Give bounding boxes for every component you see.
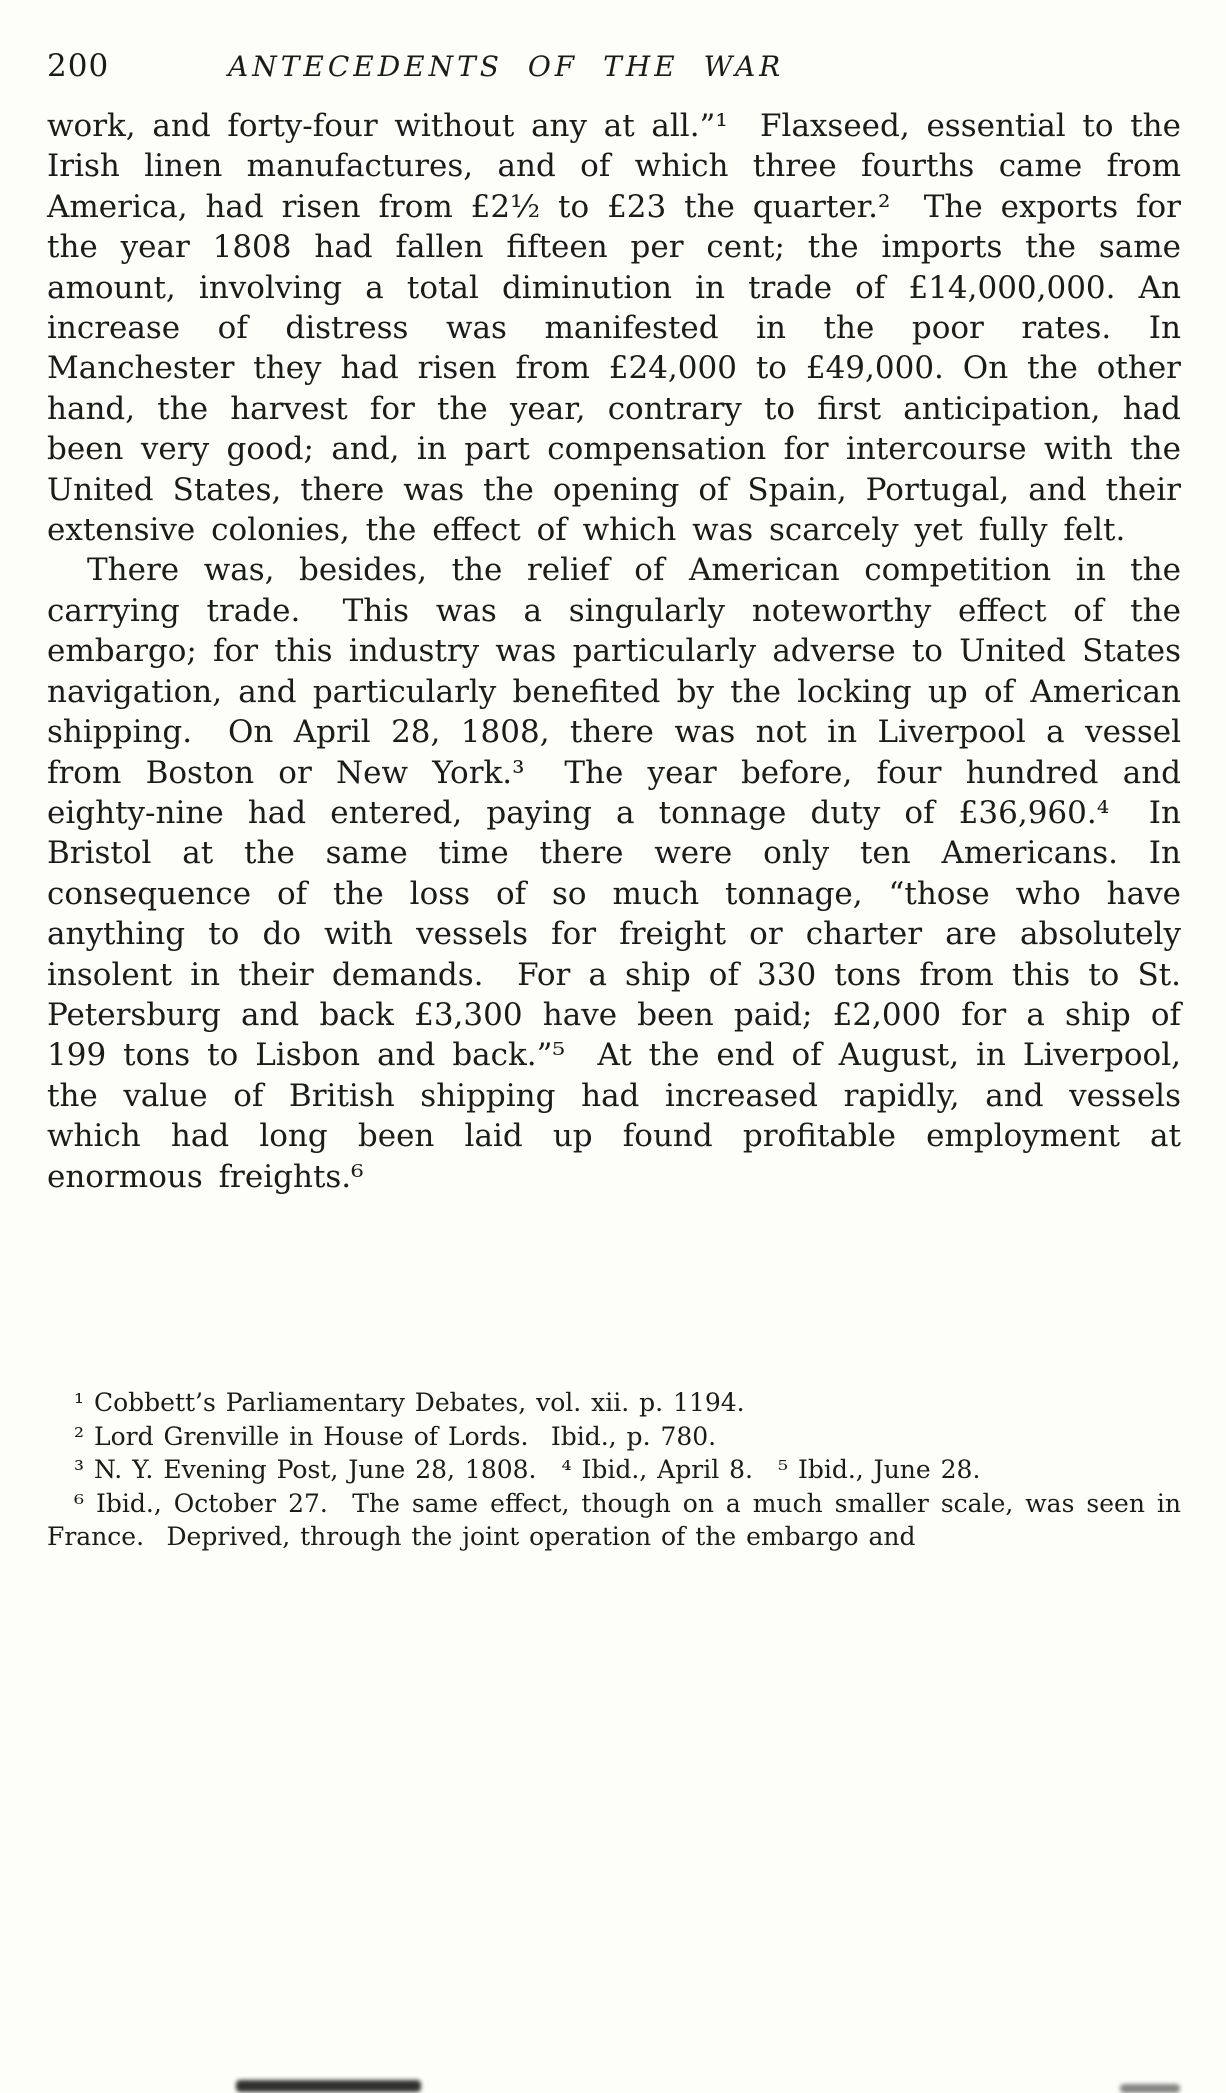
running-header <box>0 46 1226 90</box>
paragraph-continuation: work, and forty-four without any at all.”¹ Flaxseed, essential to the Irish linen manufactures, and of which three fourths came from America, had risen from £2½ to £23 the quarter.² The exports for the year 1808 had fallen fifteen per cent; the imports the same amount, involving a total diminution in trade of £14,000,000. An increase of distress was manifested in the poor rates. In Manchester they had risen from £24,000 to £49,000. On the other hand, the harvest for the year, contrary to first anticipation, had been very good; and, in part compensation for intercourse with the United States, there was the opening of Spain, Portugal, and their extensive colonies, the effect of which was scarcely yet fully felt. <box>47 108 1181 549</box>
running-header-title: ANTECEDENTS OF THE WAR <box>228 50 785 83</box>
footnote-1: ¹ Cobbett’s Parliamentary Debates, vol. xii. p. 1194. <box>74 1388 745 1417</box>
body-text <box>47 106 1181 1197</box>
footnote-6: ⁶ Ibid., October 27. The same effect, though on a much smaller scale, was seen in France. Deprived, through the joint operation of the embargo and <box>47 1488 1181 1551</box>
scan-edge-artifact <box>236 2080 421 2092</box>
page-number: 200 <box>47 48 110 84</box>
footnote-2: ² Lord Grenville in House of Lords. Ibid., p. 780. <box>74 1421 717 1451</box>
paragraph: There was, besides, the relief of American competition in the carrying trade. This was a singularly noteworthy effect of the embargo; for this industry was particularly adverse to United States navigation, and particularly benefited by the locking up of American shipping. On April 28, 1808, there was not in Liverpool a vessel from Boston or New York.³ The year before, four hundred and eighty-nine had entered, paying a tonnage duty of £36,960.⁴ In Bristol at the same time there were only ten Americans. In consequence of the loss of so much tonnage, “those who have anything to do with vessels for freight or charter are absolutely insolent in their demands. For a ship of 330 tons from this to St. Petersburg and back £3,300 have been paid; £2,000 for a ship of 199 tons to Lisbon and back.”⁵ At the end of August, in Liverpool, the value of British shipping had increased rapidly, and vessels which had long been laid up found profitable employment at enormous freights.⁶ <box>47 552 1181 1195</box>
footnote-3-4-5: ³ N. Y. Evening Post, June 28, 1808. ⁴ Ibid., April 8. ⁵ Ibid., June 28. <box>74 1455 981 1484</box>
footnotes-section <box>47 1386 1181 1554</box>
